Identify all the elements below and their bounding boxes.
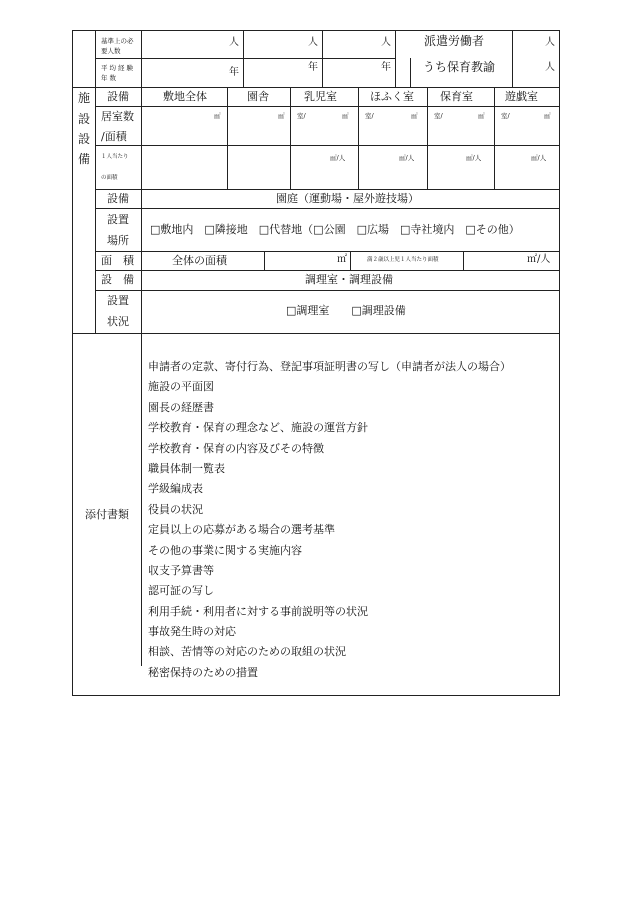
facility-section-char: 備 bbox=[78, 152, 91, 166]
room-area-label: /面積 bbox=[101, 130, 127, 143]
avg-experience-unit: 年 bbox=[308, 62, 318, 73]
list-item: 施設の平面図 bbox=[148, 380, 214, 394]
grid-line bbox=[95, 58, 395, 59]
room-count-label: 居室数 bbox=[101, 110, 134, 123]
room-count-unit: 室/ bbox=[434, 112, 443, 120]
grid-line bbox=[358, 87, 359, 189]
required-staff-unit: 人 bbox=[229, 37, 239, 48]
list-item: 認可証の写し bbox=[148, 584, 214, 598]
facility-section-char: 施 bbox=[78, 91, 91, 105]
garden-title: 園庭（運動場・屋外遊技場） bbox=[276, 192, 419, 205]
avg-experience-unit: 年 bbox=[381, 62, 391, 73]
grid-line bbox=[95, 30, 96, 333]
list-item: 相談、苦情等の対応のための取組の状況 bbox=[148, 645, 346, 659]
kitchen-equipment-label: 設 備 bbox=[101, 273, 134, 286]
garden-location-label: 設置 bbox=[107, 213, 129, 226]
site-area-unit: ㎡ bbox=[214, 112, 221, 120]
total-area-label: 全体の面積 bbox=[172, 254, 227, 267]
garden-location-label: 場所 bbox=[107, 234, 129, 247]
list-item: 役員の状況 bbox=[148, 502, 203, 516]
grid-line bbox=[322, 30, 323, 87]
list-item: 学級編成表 bbox=[148, 482, 203, 496]
grid-line bbox=[95, 270, 560, 271]
grid-line bbox=[72, 87, 560, 88]
grid-line bbox=[512, 30, 513, 87]
equipment-header: 設備 bbox=[107, 90, 129, 103]
garden-equipment-label: 設備 bbox=[107, 192, 129, 205]
kitchen-status-label: 状況 bbox=[107, 315, 129, 328]
list-item: 定員以上の応募がある場合の選考基準 bbox=[148, 523, 335, 537]
dispatched-workers-unit: 人 bbox=[545, 37, 555, 48]
garden-location-options[interactable]: □敷地内 □隣接地 □代替地（□公園 □広場 □寺社境内 □その他） bbox=[150, 223, 520, 236]
grid-line bbox=[227, 87, 228, 189]
kitchen-status-options[interactable]: □調理室 □調理設備 bbox=[286, 304, 406, 317]
per-capita-unit: ㎡/人 bbox=[466, 154, 482, 162]
column-nursery-room: 保育室 bbox=[440, 90, 473, 103]
room-count-unit: 室/ bbox=[501, 112, 510, 120]
grid-line bbox=[95, 145, 560, 146]
grid-line bbox=[95, 251, 560, 252]
grid-line bbox=[95, 290, 560, 291]
list-item: 園長の経歴書 bbox=[148, 400, 214, 414]
grid-line bbox=[141, 30, 142, 666]
required-staff-unit: 人 bbox=[381, 37, 391, 48]
grid-line bbox=[95, 189, 560, 190]
room-area-unit: ㎡ bbox=[544, 112, 551, 120]
grid-line bbox=[494, 87, 495, 189]
facility-section-char: 設 bbox=[78, 132, 91, 146]
grid-line bbox=[72, 333, 560, 334]
avg-experience-label: 平均経験年数 bbox=[101, 64, 135, 82]
column-school-building: 園舎 bbox=[247, 90, 269, 103]
grid-line bbox=[350, 251, 351, 270]
per-child-area-unit: ㎡/人 bbox=[527, 254, 551, 265]
garden-area-label: 面 積 bbox=[101, 254, 134, 267]
grid-line bbox=[410, 58, 411, 87]
required-staff-label: 基準上の必要人数 bbox=[101, 37, 134, 55]
grid-line bbox=[290, 87, 291, 189]
list-item: 申請者の定款、寄付行為、登記事項証明書の写し（申請者が法人の場合） bbox=[148, 360, 511, 373]
per-capita-label: １人当たり bbox=[101, 154, 129, 160]
per-capita-unit: ㎡/人 bbox=[399, 154, 415, 162]
kitchen-title: 調理室・調理設備 bbox=[305, 273, 393, 286]
building-area-unit: ㎡ bbox=[278, 112, 285, 120]
grid-line bbox=[95, 208, 560, 209]
room-area-unit: ㎡ bbox=[342, 112, 349, 120]
column-infant-room: 乳児室 bbox=[304, 90, 337, 103]
grid-line bbox=[243, 30, 244, 87]
dispatched-workers-label: 派遣労働者 bbox=[424, 34, 485, 48]
list-item: 収支予算書等 bbox=[148, 563, 214, 577]
list-item: 学校教育・保育の理念など、施設の運営方針 bbox=[148, 421, 368, 435]
column-crawling-room: ほふく室 bbox=[370, 90, 414, 103]
list-item: 秘密保持のための措置 bbox=[148, 665, 258, 679]
grid-line bbox=[395, 30, 396, 87]
room-area-unit: ㎡ bbox=[411, 112, 418, 120]
list-item: 事故発生時の対応 bbox=[148, 625, 236, 639]
required-staff-unit: 人 bbox=[308, 37, 318, 48]
per-capita-unit: ㎡/人 bbox=[531, 154, 547, 162]
avg-experience-unit: 年 bbox=[229, 67, 239, 78]
per-capita-unit: ㎡/人 bbox=[330, 154, 346, 162]
room-count-unit: 室/ bbox=[297, 112, 306, 120]
list-item: その他の事業に関する実施内容 bbox=[148, 543, 302, 557]
room-count-unit: 室/ bbox=[365, 112, 374, 120]
attachments-label: 添付書類 bbox=[85, 508, 129, 521]
per-capita-label: の面積 bbox=[101, 175, 118, 181]
grid-line bbox=[463, 251, 464, 270]
facility-section-char: 設 bbox=[78, 112, 91, 126]
list-item: 利用手続・利用者に対する事前説明等の状況 bbox=[148, 604, 368, 618]
total-area-unit: ㎡ bbox=[337, 254, 347, 265]
grid-line bbox=[95, 106, 560, 107]
nursery-teacher-label: うち保育教諭 bbox=[423, 60, 496, 74]
list-item: 学校教育・保育の内容及びその特徴 bbox=[148, 441, 324, 455]
column-site-total: 敷地全体 bbox=[163, 90, 207, 103]
column-playroom: 遊戯室 bbox=[505, 90, 538, 103]
list-item: 職員体制一覧表 bbox=[148, 461, 225, 475]
per-child-area-label: 満２歳以上児１人当たり面積 bbox=[367, 257, 439, 263]
attachments-list bbox=[148, 357, 511, 683]
grid-line bbox=[427, 87, 428, 189]
kitchen-status-label: 設置 bbox=[107, 294, 129, 307]
nursery-teacher-unit: 人 bbox=[545, 62, 555, 73]
grid-line bbox=[264, 251, 265, 270]
room-area-unit: ㎡ bbox=[478, 112, 485, 120]
